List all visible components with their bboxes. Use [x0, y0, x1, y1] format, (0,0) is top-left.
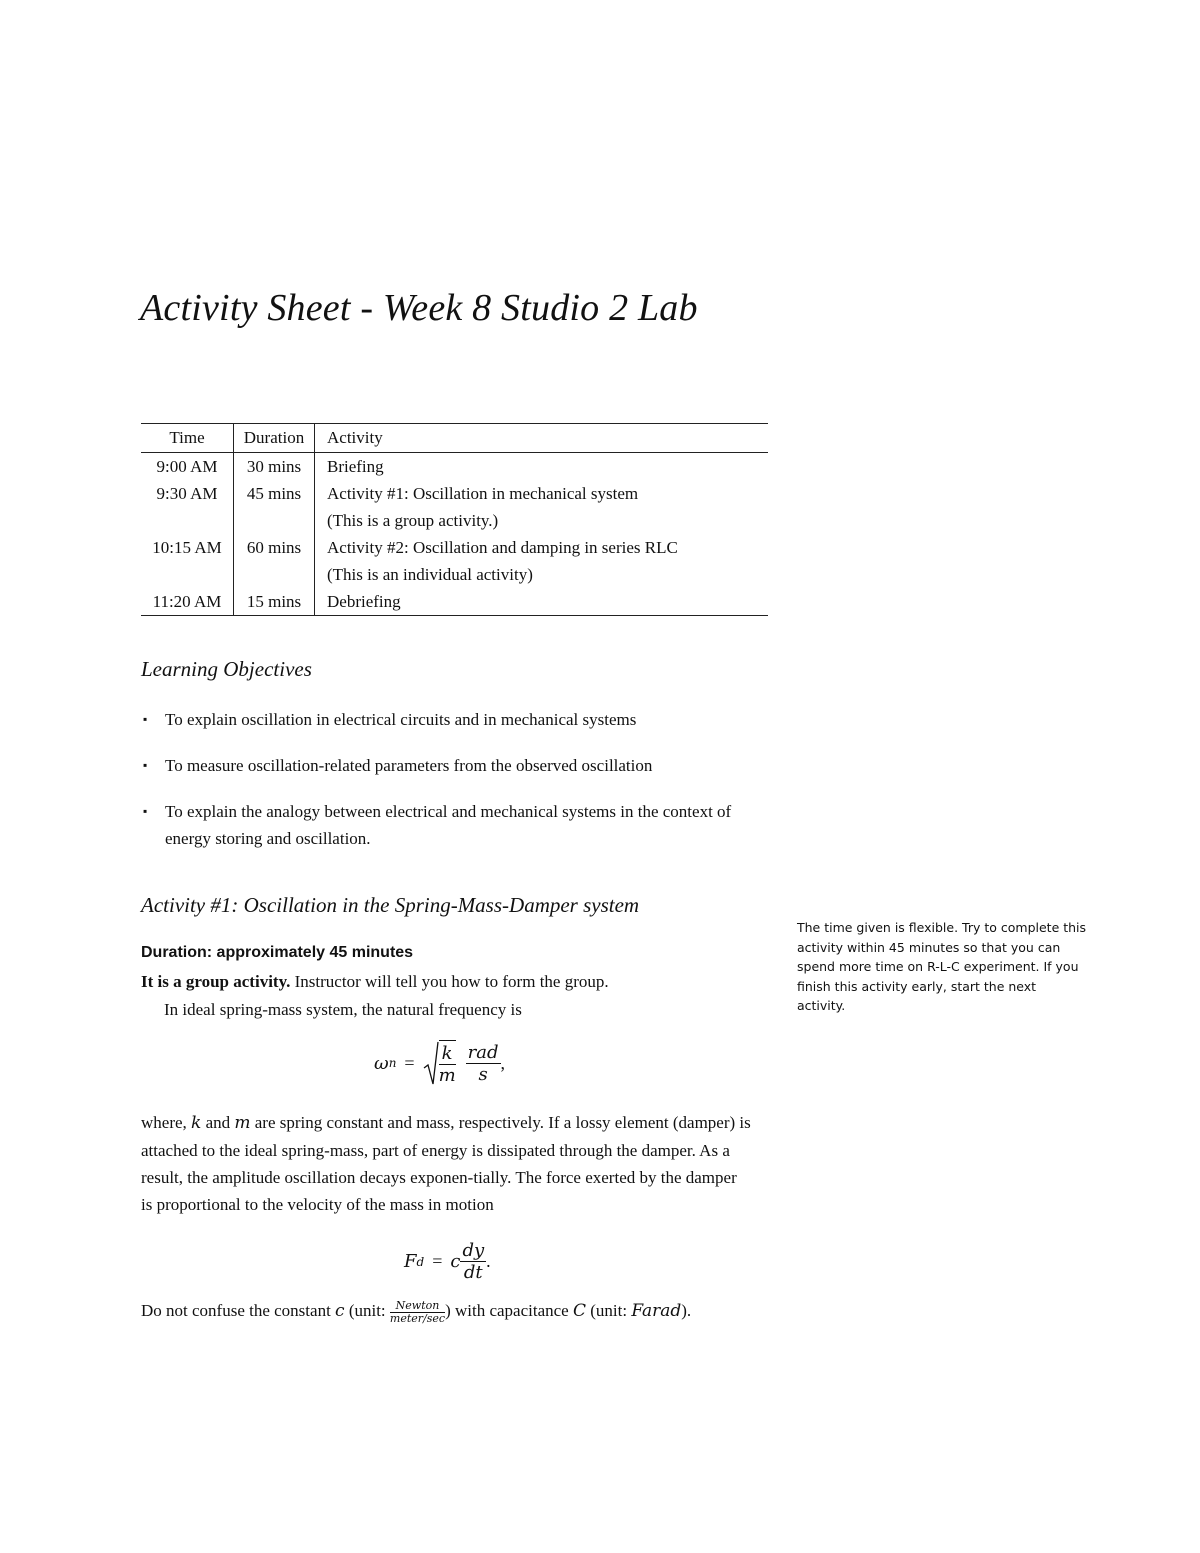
unit-fraction: $\frac{\text{Newton}}{\text{meter/sec}}$ — [389, 1298, 446, 1325]
table-row-note — [141, 507, 768, 534]
table-row — [141, 453, 768, 481]
group-activity-bold: It is a group activity. — [141, 972, 291, 991]
cell-activity: Briefing — [327, 457, 384, 476]
cell-activity: Debriefing — [327, 592, 401, 611]
cell-duration: 15 mins — [234, 588, 315, 616]
column-header-activity: Activity — [315, 424, 769, 453]
list-item: ▪ To explain oscillation in electrical circuits and in mechanical systems — [141, 706, 781, 733]
margin-note: The time given is flexible. Try to complete this activity within 45 minutes so that you can spend more time on R-L-C experiment. If you finish this activity early, start the next activity. — [797, 920, 1087, 1013]
cell-time: 9:30 AM — [141, 480, 234, 507]
schedule-table — [141, 423, 768, 616]
table-row-note — [141, 561, 768, 588]
intro-text: In ideal spring-mass system, the natural frequency is — [164, 1000, 522, 1019]
cell-time: 10:15 AM — [141, 534, 234, 561]
damper-paragraph: where, k and m are spring constant and mass, respectively. If a lossy element (damper) is attached to the ideal spring-mass, part of energy is dissipated through the damper. As a result, the amplitude oscillation decays exponen-tially. The force exerted by the damper is proportional to the velocity of the mass in motion — [141, 1113, 751, 1214]
bullet-icon: ▪ — [143, 804, 148, 818]
objectives-list — [141, 706, 781, 871]
list-item: ▪ To explain the analogy between electrical and mechanical systems in the context of energy storing and oscillation. — [141, 798, 781, 852]
cell-activity-note: (This is an individual activity) — [327, 565, 533, 584]
group-activity-line — [141, 968, 609, 995]
cell-duration: 45 mins — [234, 480, 315, 507]
column-header-duration: Duration — [234, 424, 315, 453]
damping-force-equation: F d = c $\frac{dy}{dt}$ . — [404, 1240, 491, 1283]
activity1-heading: Activity #1: Oscillation in the Spring-Mass-Damper system — [141, 893, 640, 917]
page-title: Activity Sheet - Week 8 Studio 2 Lab — [140, 287, 698, 329]
cell-activity-note: (This is a group activity.) — [327, 511, 499, 530]
group-activity-rest: Instructor will tell you how to form the group. — [290, 972, 609, 991]
cell-time: 9:00 AM — [141, 453, 234, 481]
cell-activity: Activity #2: Oscillation and damping in series RLC — [327, 538, 678, 557]
cell-activity: Activity #1: Oscillation in mechanical system — [327, 484, 639, 503]
sqrt-icon — [423, 1040, 439, 1086]
cell-duration: 60 mins — [234, 534, 315, 561]
capacitance-note: Do not confuse the constant c (unit: $\frac{\text{Newton}}{\text{meter/sec}}$ ) with capacitance C (unit: Farad). — [141, 1298, 692, 1325]
column-header-time: Time — [141, 424, 234, 453]
natural-frequency-equation: ω n = $\frac{k}{m}$ $\frac{\text{rad}}{s}$ , — [374, 1041, 506, 1086]
table-row — [141, 480, 768, 507]
cell-duration: 30 mins — [234, 453, 315, 481]
learning-objectives-heading: Learning Objectives — [141, 657, 312, 681]
table-header-row — [141, 424, 768, 453]
table-row — [141, 588, 768, 616]
cell-time: 11:20 AM — [141, 588, 234, 616]
list-item: ▪ To measure oscillation-related parameters from the observed oscillation — [141, 752, 781, 779]
bullet-icon: ▪ — [143, 712, 148, 726]
table-row — [141, 534, 768, 561]
bullet-icon: ▪ — [143, 758, 148, 772]
duration-label: Duration: approximately 45 minutes — [141, 944, 414, 961]
